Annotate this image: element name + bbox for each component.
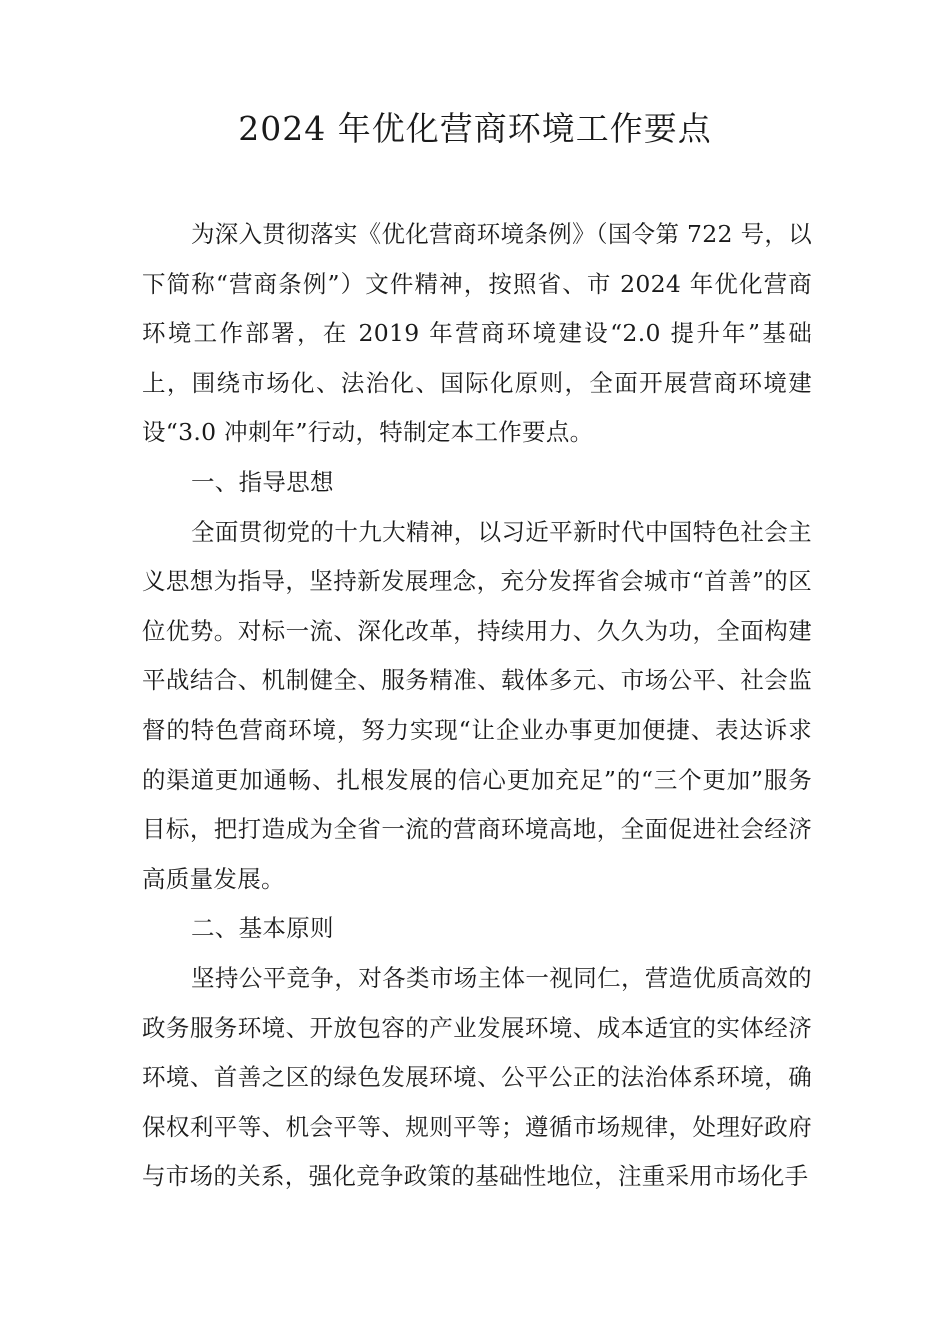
section-heading-guiding-ideology: 一、指导思想 [191, 467, 334, 496]
section-paragraph-guiding-ideology: 全面贯彻党的十九大精神，以习近平新时代中国特色社会主义思想为指导，坚持新发展理念，充分发挥省会城市“首善”的区位优势。对标一流、深化改革，持续用力、久久为功，全面构建平战结合、机制健全、服务精准、载体多元、市场公平、社会监督的特色营商环境，努力实现“让企业办事更加便捷、表达诉求的渠道更加通畅、扎根发展的信心更加充足”的“三个更加”服务目标，把打造成为全省一流的营商环境高地，全面促进社会经济高质量发展。 [142, 517, 812, 893]
section-paragraph-basic-principles: 坚持公平竞争，对各类市场主体一视同仁，营造优质高效的政务服务环境、开放包容的产业发展环境、成本适宜的实体经济环境、首善之区的绿色发展环境、公平公正的法治体系环境，确保权利平等、机会平等、规则平等；遵循市场规律，处理好政府与市场的关系，强化竞争政策的基础性地位，注重采用市场化手 [142, 963, 812, 1191]
section-heading-basic-principles: 二、基本原则 [191, 914, 334, 943]
document-title: 2024 年优化营商环境工作要点 [238, 109, 712, 148]
intro-paragraph: 为深入贯彻落实《优化营商环境条例》（国令第 722 号，以下简称“营商条例”）文件精神，按照省、市 2024 年优化营商环境工作部署，在 2019 年营商环境建设“2.0 提升年”基础上，围绕市场化、法治化、国际化原则，全面开展营商环境建设“3.0 冲刺年”行动，特制定本工作要点。 [142, 220, 812, 447]
document-body [142, 210, 812, 1202]
